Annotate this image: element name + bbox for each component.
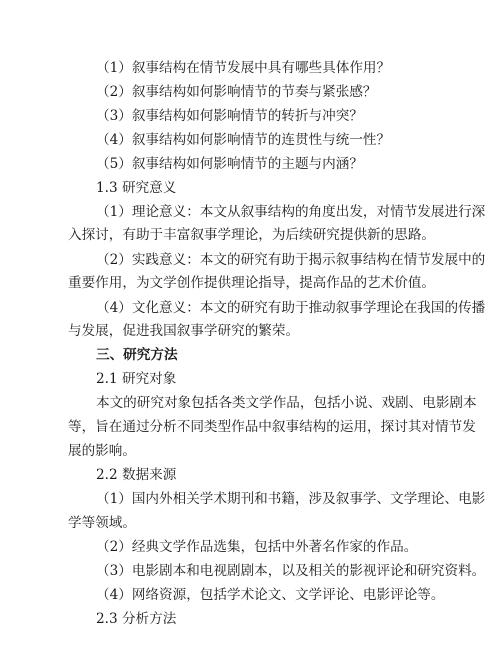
research-object-line-2: 等，旨在通过分析不同类型作品中叙事结构的运用，探讨其对情节发 bbox=[68, 419, 476, 435]
theory-significance-line-1: （1）理论意义：本文从叙事结构的角度出发，对情节发展进行深 bbox=[96, 204, 486, 220]
practice-significance-line-2: 重要作用，为文学创作提供理论指导，提高作品的艺术价值。 bbox=[68, 275, 436, 291]
subsection-heading-2-1: 2.1 研究对象 bbox=[96, 371, 177, 387]
theory-significance-line-2: 入探讨，有助于丰富叙事学理论，为后续研究提供新的思路。 bbox=[68, 227, 436, 243]
subsection-heading-2-2: 2.2 数据来源 bbox=[96, 467, 177, 483]
question-3: （3）叙事结构如何影响情节的转折与冲突？ bbox=[96, 108, 363, 124]
question-4: （4）叙事结构如何影响情节的连贯性与统一性？ bbox=[96, 132, 391, 148]
research-object-line-1: 本文的研究对象包括各类文学作品，包括小说、戏剧、电影剧本 bbox=[96, 395, 477, 411]
section-heading-1-3: 1.3 研究意义 bbox=[96, 180, 177, 196]
research-object-line-3: 展的影响。 bbox=[68, 443, 136, 459]
question-5: （5）叙事结构如何影响情节的主题与内涵？ bbox=[96, 156, 363, 172]
question-1: （1）叙事结构在情节发展中具有哪些具体作用？ bbox=[96, 60, 391, 76]
data-source-1-line-2: 学等领域。 bbox=[68, 515, 136, 531]
subsection-heading-2-3: 2.3 分析方法 bbox=[96, 611, 177, 627]
culture-significance-line-2: 与发展，促进我国叙事学研究的繁荣。 bbox=[68, 323, 300, 339]
section-heading-research-methods: 三、研究方法 bbox=[96, 347, 178, 363]
practice-significance-line-1: （2）实践意义：本文的研究有助于揭示叙事结构在情节发展中的 bbox=[96, 252, 486, 268]
data-source-4: （4）网络资源，包括学术论文、文学评论、电影评论等。 bbox=[96, 587, 445, 603]
question-2: （2）叙事结构如何影响情节的节奏与紧张感？ bbox=[96, 84, 377, 100]
data-source-1-line-1: （1）国内外相关学术期刊和书籍，涉及叙事学、文学理论、电影 bbox=[96, 491, 486, 507]
culture-significance-line-1: （4）文化意义：本文的研究有助于推动叙事学理论在我国的传播 bbox=[96, 300, 486, 316]
data-source-2: （2）经典文学作品选集，包括中外著名作家的作品。 bbox=[96, 539, 418, 555]
data-source-3: （3）电影剧本和电视剧剧本，以及相关的影视评论和研究资料。 bbox=[96, 563, 486, 579]
